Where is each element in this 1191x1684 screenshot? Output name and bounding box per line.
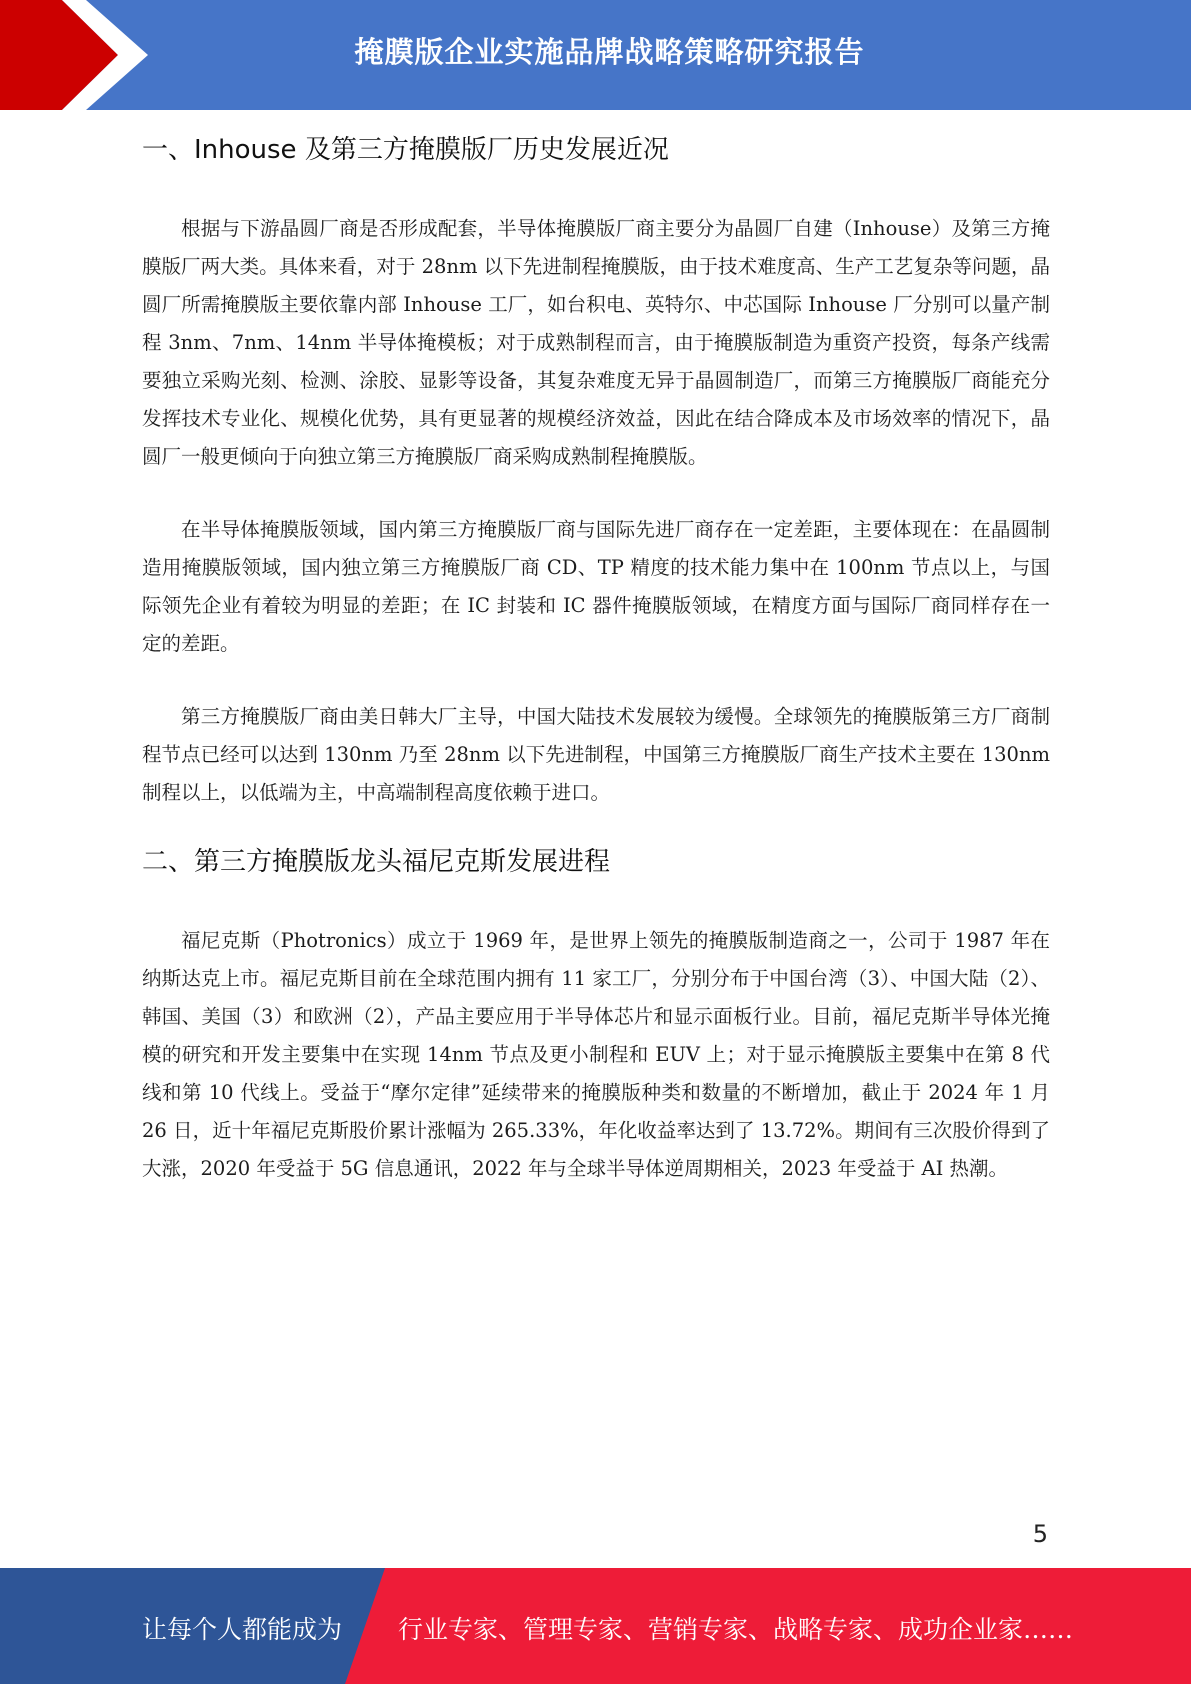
paragraph-1: 根据与下游晶圆厂商是否形成配套，半导体掩膜版厂商主要分为晶圆厂自建（Inhouse）及第三方掩膜版厂两大类。具体来看，对于 28nm 以下先进制程掩膜版，由于技术难度高、生产工艺复杂等问题，晶圆厂所需掩膜版主要依靠内部 Inhouse 工厂，如台积电、英特尔、中芯国际 Inhouse 厂分别可以量产制程 3nm、7nm、14nm 半导体掩模板；对于成熟制程而言，由于掩膜版制造为重资产投资，每条产线需要独立采购光刻、检测、涂胶、显影等设备，其复杂难度无异于晶圆制造厂，而第三方掩膜版厂商能充分发挥技术专业化、规模化优势，具有更显著的规模经济效益，因此在结合降成本及市场效率的情况下，晶圆厂一般更倾向于向独立第三方掩膜版厂商采购成熟制程掩膜版。 [142,217,1050,468]
document-body [142,130,1050,1188]
page-header [0,0,1191,110]
paragraph-3: 第三方掩膜版厂商由美日韩大厂主导，中国大陆技术发展较为缓慢。全球领先的掩膜版第三方厂商制程节点已经可以达到 130nm 乃至 28nm 以下先进制程，中国第三方掩膜版厂商生产技术主要在 130nm 制程以上，以低端为主，中高端制程高度依赖于进口。 [142,705,1050,804]
footer-slogan-right: 行业专家、管理专家、营销专家、战略专家、成功企业家…… [398,1615,1074,1644]
report-title: 掩膜版企业实施品牌战略策略研究报告 [354,35,865,69]
section-heading-1: 一、Inhouse 及第三方掩膜版厂历史发展近况 [142,135,669,165]
footer-slogan-left: 让每个人都能成为 [142,1615,343,1644]
page-footer [0,1568,1191,1684]
section-heading-2: 二、第三方掩膜版龙头福尼克斯发展进程 [142,847,611,877]
page-number: 5 [1032,1520,1048,1548]
paragraph-4: 福尼克斯（Photronics）成立于 1969 年，是世界上领先的掩膜版制造商之一，公司于 1987 年在纳斯达克上市。福尼克斯目前在全球范围内拥有 11 家工厂，分别分布于中国台湾（3）、中国大陆（2）、韩国、美国（3）和欧洲（2），产品主要应用于半导体芯片和显示面板行业。目前，福尼克斯半导体光掩模的研究和开发主要集中在实现 14nm 节点及更小制程和 EUV 上；对于显示掩膜版主要集中在第 8 代线和第 10 代线上。受益于“摩尔定律”延续带来的掩膜版种类和数量的不断增加，截止于 2024 年 1 月 26 日，近十年福尼克斯股价累计涨幅为 265.33%，年化收益率达到了 13.72%。期间有三次股价得到了大涨，2020 年受益于 5G 信息通讯，2022 年与全球半导体逆周期相关，2023 年受益于 AI 热潮。 [142,929,1050,1180]
paragraph-2: 在半导体掩膜版领域，国内第三方掩膜版厂商与国际先进厂商存在一定差距，主要体现在：在晶圆制造用掩膜版领域，国内独立第三方掩膜版厂商 CD、TP 精度的技术能力集中在 100nm 节点以上，与国际领先企业有着较为明显的差距；在 IC 封装和 IC 器件掩膜版领域，在精度方面与国际厂商同样存在一定的差距。 [142,518,1050,655]
